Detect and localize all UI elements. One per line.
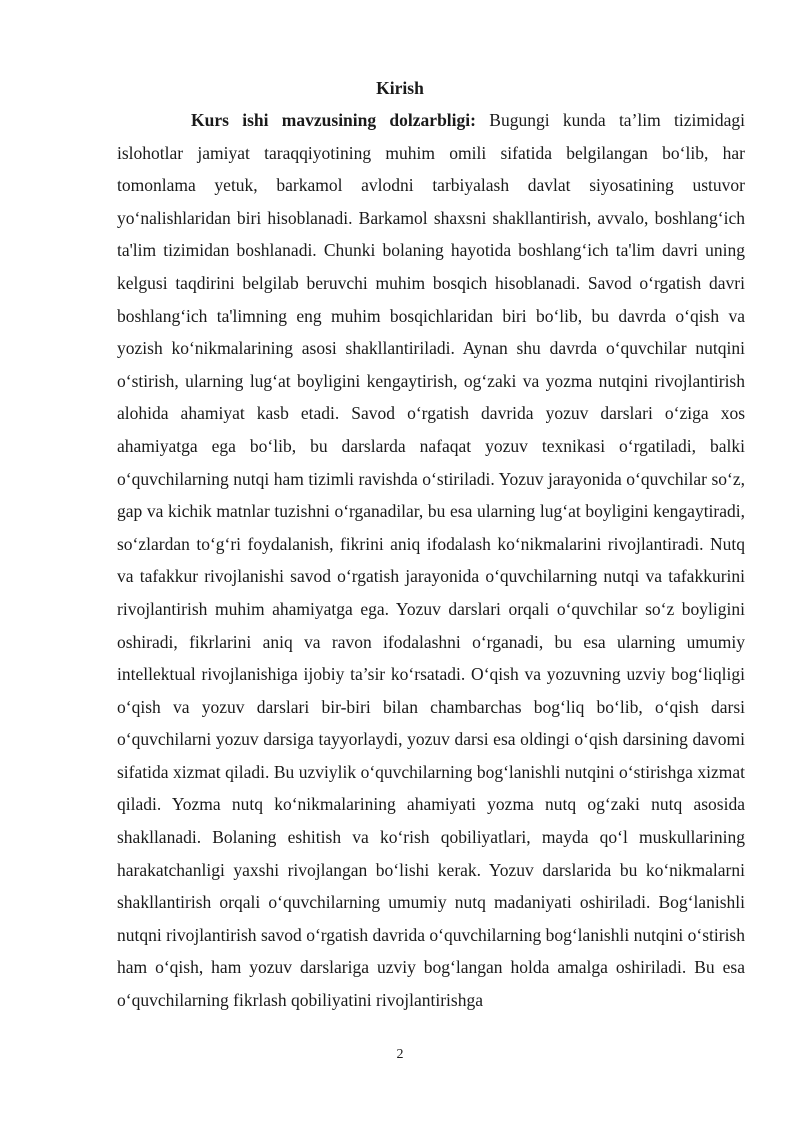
body-paragraph bbox=[117, 104, 745, 1017]
paragraph-text: Bugungi kunda ta’lim tizimidagi islohotlar jamiyat taraqqiyotining muhim omili sifatida belgilangan bo‘lib, har tomonlama yetuk, barkamol avlodni tarbiyalash davlat siyosatining ustuvor yo‘nalishlaridan biri hisoblanadi. Barkamol shaxsni shakllantirish, avvalo, boshlang‘ich ta'lim tizimidan boshlanadi. Chunki bolaning hayotida boshlang‘ich ta'lim davri uning kelgusi taqdirini belgilab beruvchi muhim bosqich hisoblanadi. Savod o‘rgatish davri boshlang‘ich ta'limning eng muhim bosqichlaridan biri bo‘lib, bu davrda o‘qish va yozish ko‘nikmalarining asosi shakllantiriladi. Aynan shu davrda o‘quvchilar nutqini o‘stirish, ularning lug‘at boyligini kengaytirish, og‘zaki va yozma nutqini rivojlantirish alohida ahamiyat kasb etadi. Savod o‘rgatish davrida yozuv darslari o‘ziga xos ahamiyatga ega bo‘lib, bu darslarda nafaqat yozuv texnikasi o‘rgatiladi, balki o‘quvchilarning nutqi ham tizimli ravishda o‘stiriladi. Yozuv jarayonida o‘quvchilar so‘z, gap va kichik matnlar tuzishni o‘rganadilar, bu esa ularning lug‘at boyligini kengaytiradi, so‘zlardan to‘g‘ri foydalanish, fikrini aniq ifodalash ko‘nikmalarini rivojlantiradi. Nutq va tafakkur rivojlanishi savod o‘rgatish jarayonida o‘quvchilarning nutqi va tafakkurini rivojlantirish muhim ahamiyatga ega. Yozuv darslari orqali o‘quvchilar so‘z boyligini oshiradi, fikrlarini aniq va ravon ifodalashni o‘rganadi, bu esa ularning umumiy intellektual rivojlanishiga ijobiy ta’sir ko‘rsatadi. O‘qish va yozuvning uzviy bog‘liqligi o‘qish va yozuv darslari bir-biri bilan chambarchas bog‘liq bo‘lib, o‘qish darsi o‘quvchilarni yozuv darsiga tayyorlaydi, yozuv darsi esa oldingi o‘qish darsining davomi sifatida xizmat qiladi. Bu uzviylik o‘quvchilarning bog‘lanishli nutqini o‘stirishga xizmat qiladi. Yozma nutq ko‘nikmalarining ahamiyati yozma nutq og‘zaki nutq asosida shakllanadi. Bolaning eshitish va ko‘rish qobiliyatlari, mayda qo‘l muskullarining harakatchanligi yaxshi rivojlangan bo‘lishi kerak. Yozuv darslarida bu ko‘nikmalarni shakllantirish orqali o‘quvchilarning umumiy nutq madaniyati oshiriladi. Bog‘lanishli nutqni rivojlantirish savod o‘rgatish davrida o‘quvchilarning bog‘lanishli nutqini o‘stirish ham o‘qish, ham yozuv darslariga uzviy bog‘langan holda amalga oshiriladi. Bu esa o‘quvchilarning fikrlash qobiliyatini rivojlantirishga bbox=[117, 110, 745, 1011]
page-number: 2 bbox=[396, 1047, 404, 1062]
page-heading: Kirish bbox=[376, 78, 424, 98]
lead-phrase: Kurs ishi mavzusining dolzarbligi: bbox=[191, 110, 476, 130]
